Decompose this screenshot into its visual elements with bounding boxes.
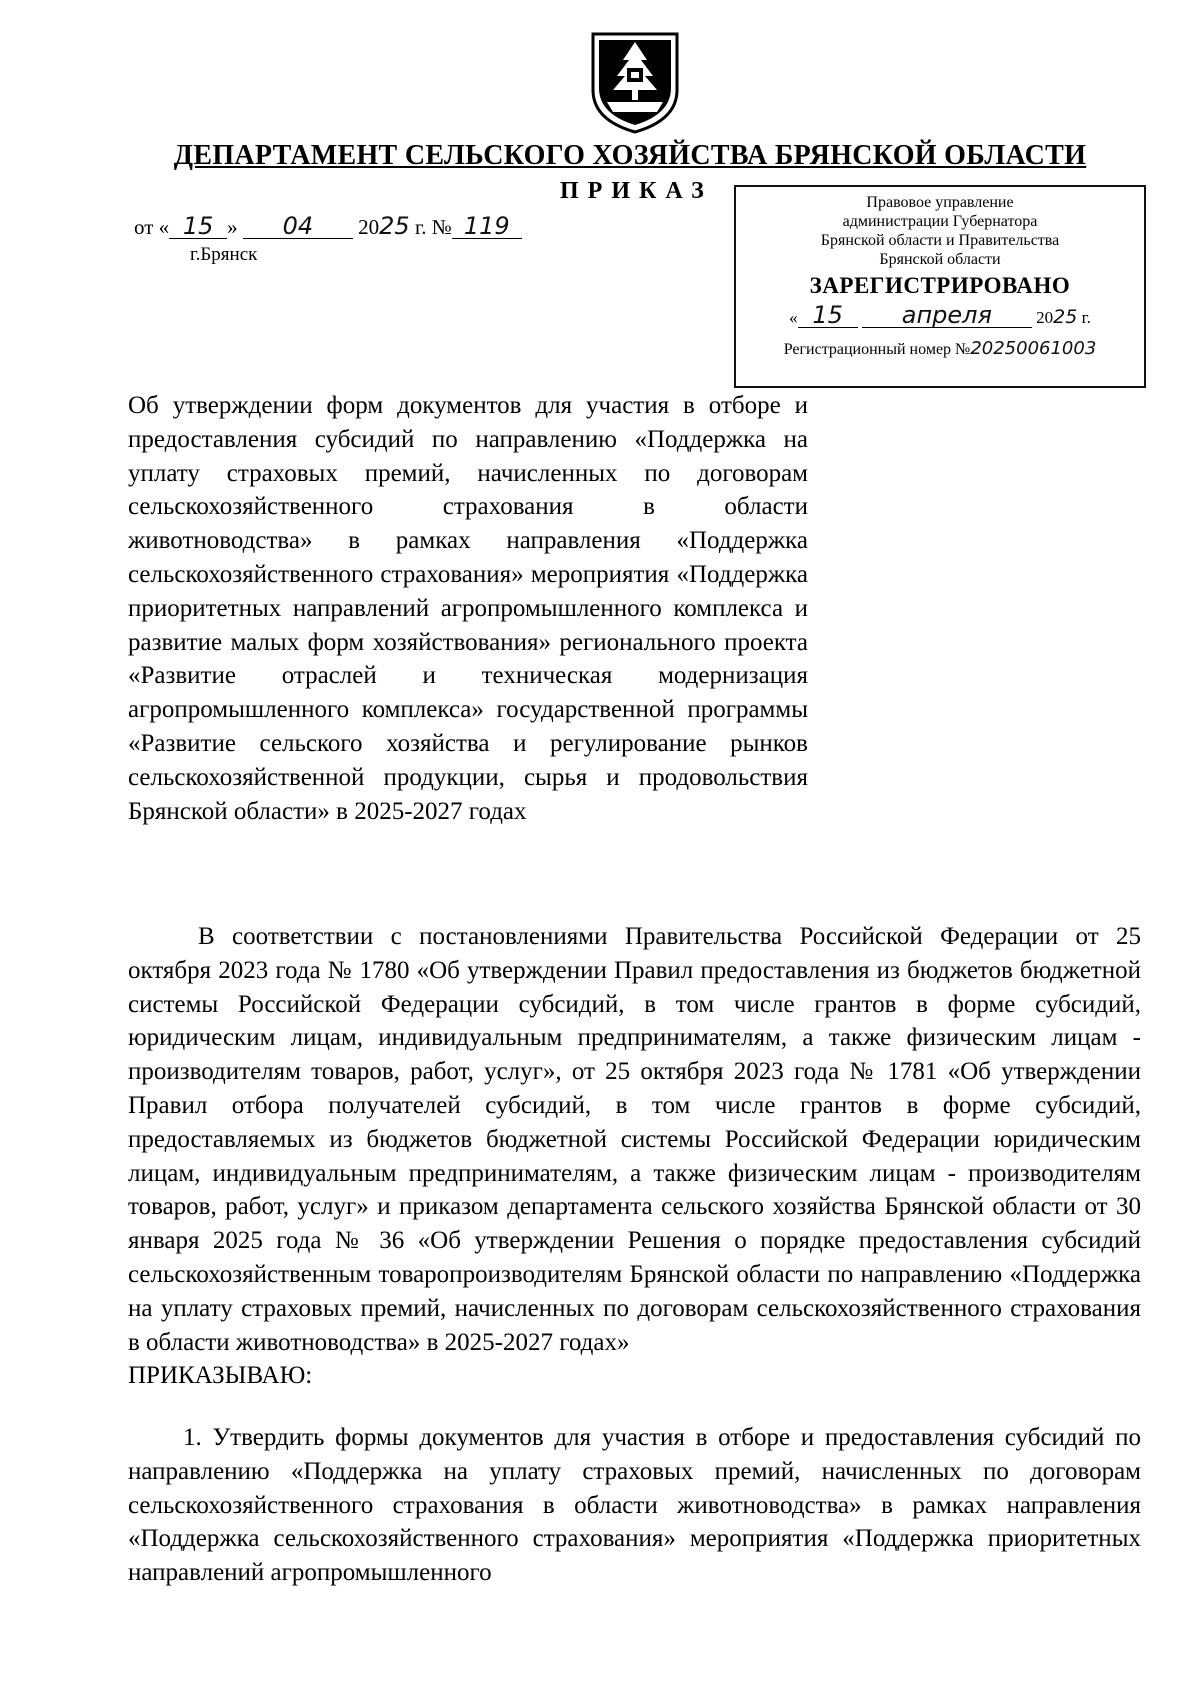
stamp-year-prefix: 20 (1036, 308, 1054, 327)
city: г.Брянск (190, 244, 258, 265)
stamp-number-label: Регистрационный номер № (783, 341, 971, 358)
stamp-year-mark: г. (1081, 308, 1091, 327)
stamp-status: ЗАРЕГИСТРИРОВАНО (809, 273, 1071, 298)
order-year-prefix: 20 (358, 215, 380, 239)
stamp-line: Брянской области и Правительства (820, 232, 1060, 249)
stamp-month: апреля (862, 303, 1032, 328)
stamp-registration-number (736, 338, 1144, 359)
stamp-year-suffix: 25 (1053, 306, 1078, 328)
stamp-date (736, 303, 1144, 328)
order-directive-word: ПРИКАЗЫВАЮ: (128, 1362, 313, 1390)
coat-of-arms-emblem (587, 28, 683, 136)
registration-stamp (734, 185, 1146, 388)
order-body (128, 920, 1141, 1393)
order-year-suffix: 25 (379, 212, 410, 240)
date-day-close: » (227, 215, 238, 239)
order-number-label: г. № (414, 215, 452, 239)
preamble-paragraph: В соответствии с постановлениями Правительства Российской Федерации от 25 октября 2023 года № 1780 «Об утверждении Правил предоставления из бюджетов бюджетной системы Российской Федерации субсидий, в том числе грантов в форме субсидий, юридическим лицам, индивидуальным предпринимателям, а также физическим лицам - производителям товаров, работ, услуг», от 25 октября 2023 года № 1781 «Об утверждении Правил отбора получателей субсидий, в том числе грантов в форме субсидий, предоставляемых из бюджетов бюджетной системы Российской Федерации юридическим лицам, индивидуальным предпринимателям, а также физическим лицам - производителям товаров, работ, услуг» и приказом департамента сельского хозяйства Брянской области от 30 января 2025 года № 36 «Об утверждении Решения о порядке предоставления субсидий сельскохозяйственным товаропроизводителям Брянской области по направлению «Поддержка на уплату страховых премий, начисленных по договорам сельскохозяйственного страхования в области животноводства» в 2025-2027 годах» (128, 923, 1141, 1356)
order-item-1: 1. Утвердить формы документов для участия в отборе и предоставления субсидий по направлению «Поддержка на уплату страховых премий, начисленных по договорам сельскохозяйственного страхования в области животноводства» в рамках направления «Поддержка сельскохозяйственного страхования» мероприятия «Поддержка приоритетных направлений агропромышленного (128, 1424, 1141, 1587)
stamp-number-value: 20250061003 (970, 338, 1097, 359)
department-title: ДЕПАРТАМЕНТ СЕЛЬСКОГО ХОЗЯЙСТВА БРЯНСКОЙ ОБЛАСТИ (173, 140, 1087, 171)
stamp-line: Брянской области (879, 251, 1001, 268)
stamp-day: 15 (798, 303, 858, 328)
stamp-date-open: « (789, 308, 798, 327)
stamp-line: администрации Губернатора (842, 213, 1038, 230)
order-day: 15 (169, 214, 227, 239)
order-subject: Об утверждении форм документов для участия в отборе и предоставления субсидий по направлению «Поддержка на уплату страховых премий, начисленных по договорам сельскохозяйственного страхования в области животноводства» в рамках направления «Поддержка сельскохозяйственного страхования» мероприятия «Поддержка приоритетных направлений агропромышленного комплекса и развитие малых форм хозяйствования» регионального проекта «Развитие отраслей и техническая модернизация агропромышленного комплекса» государственной программы «Развитие сельского хозяйства и регулирование рынков сельскохозяйственной продукции, сырья и продовольствия Брянской области» в 2025-2027 годах (128, 392, 808, 825)
date-prefix: от « (134, 215, 170, 239)
stamp-line: Правовое управление (866, 194, 1014, 211)
document-type-heading: ПРИКАЗ (560, 178, 713, 204)
order-number: 119 (452, 214, 522, 239)
order-date-line (134, 212, 522, 240)
order-month: 04 (243, 214, 353, 239)
